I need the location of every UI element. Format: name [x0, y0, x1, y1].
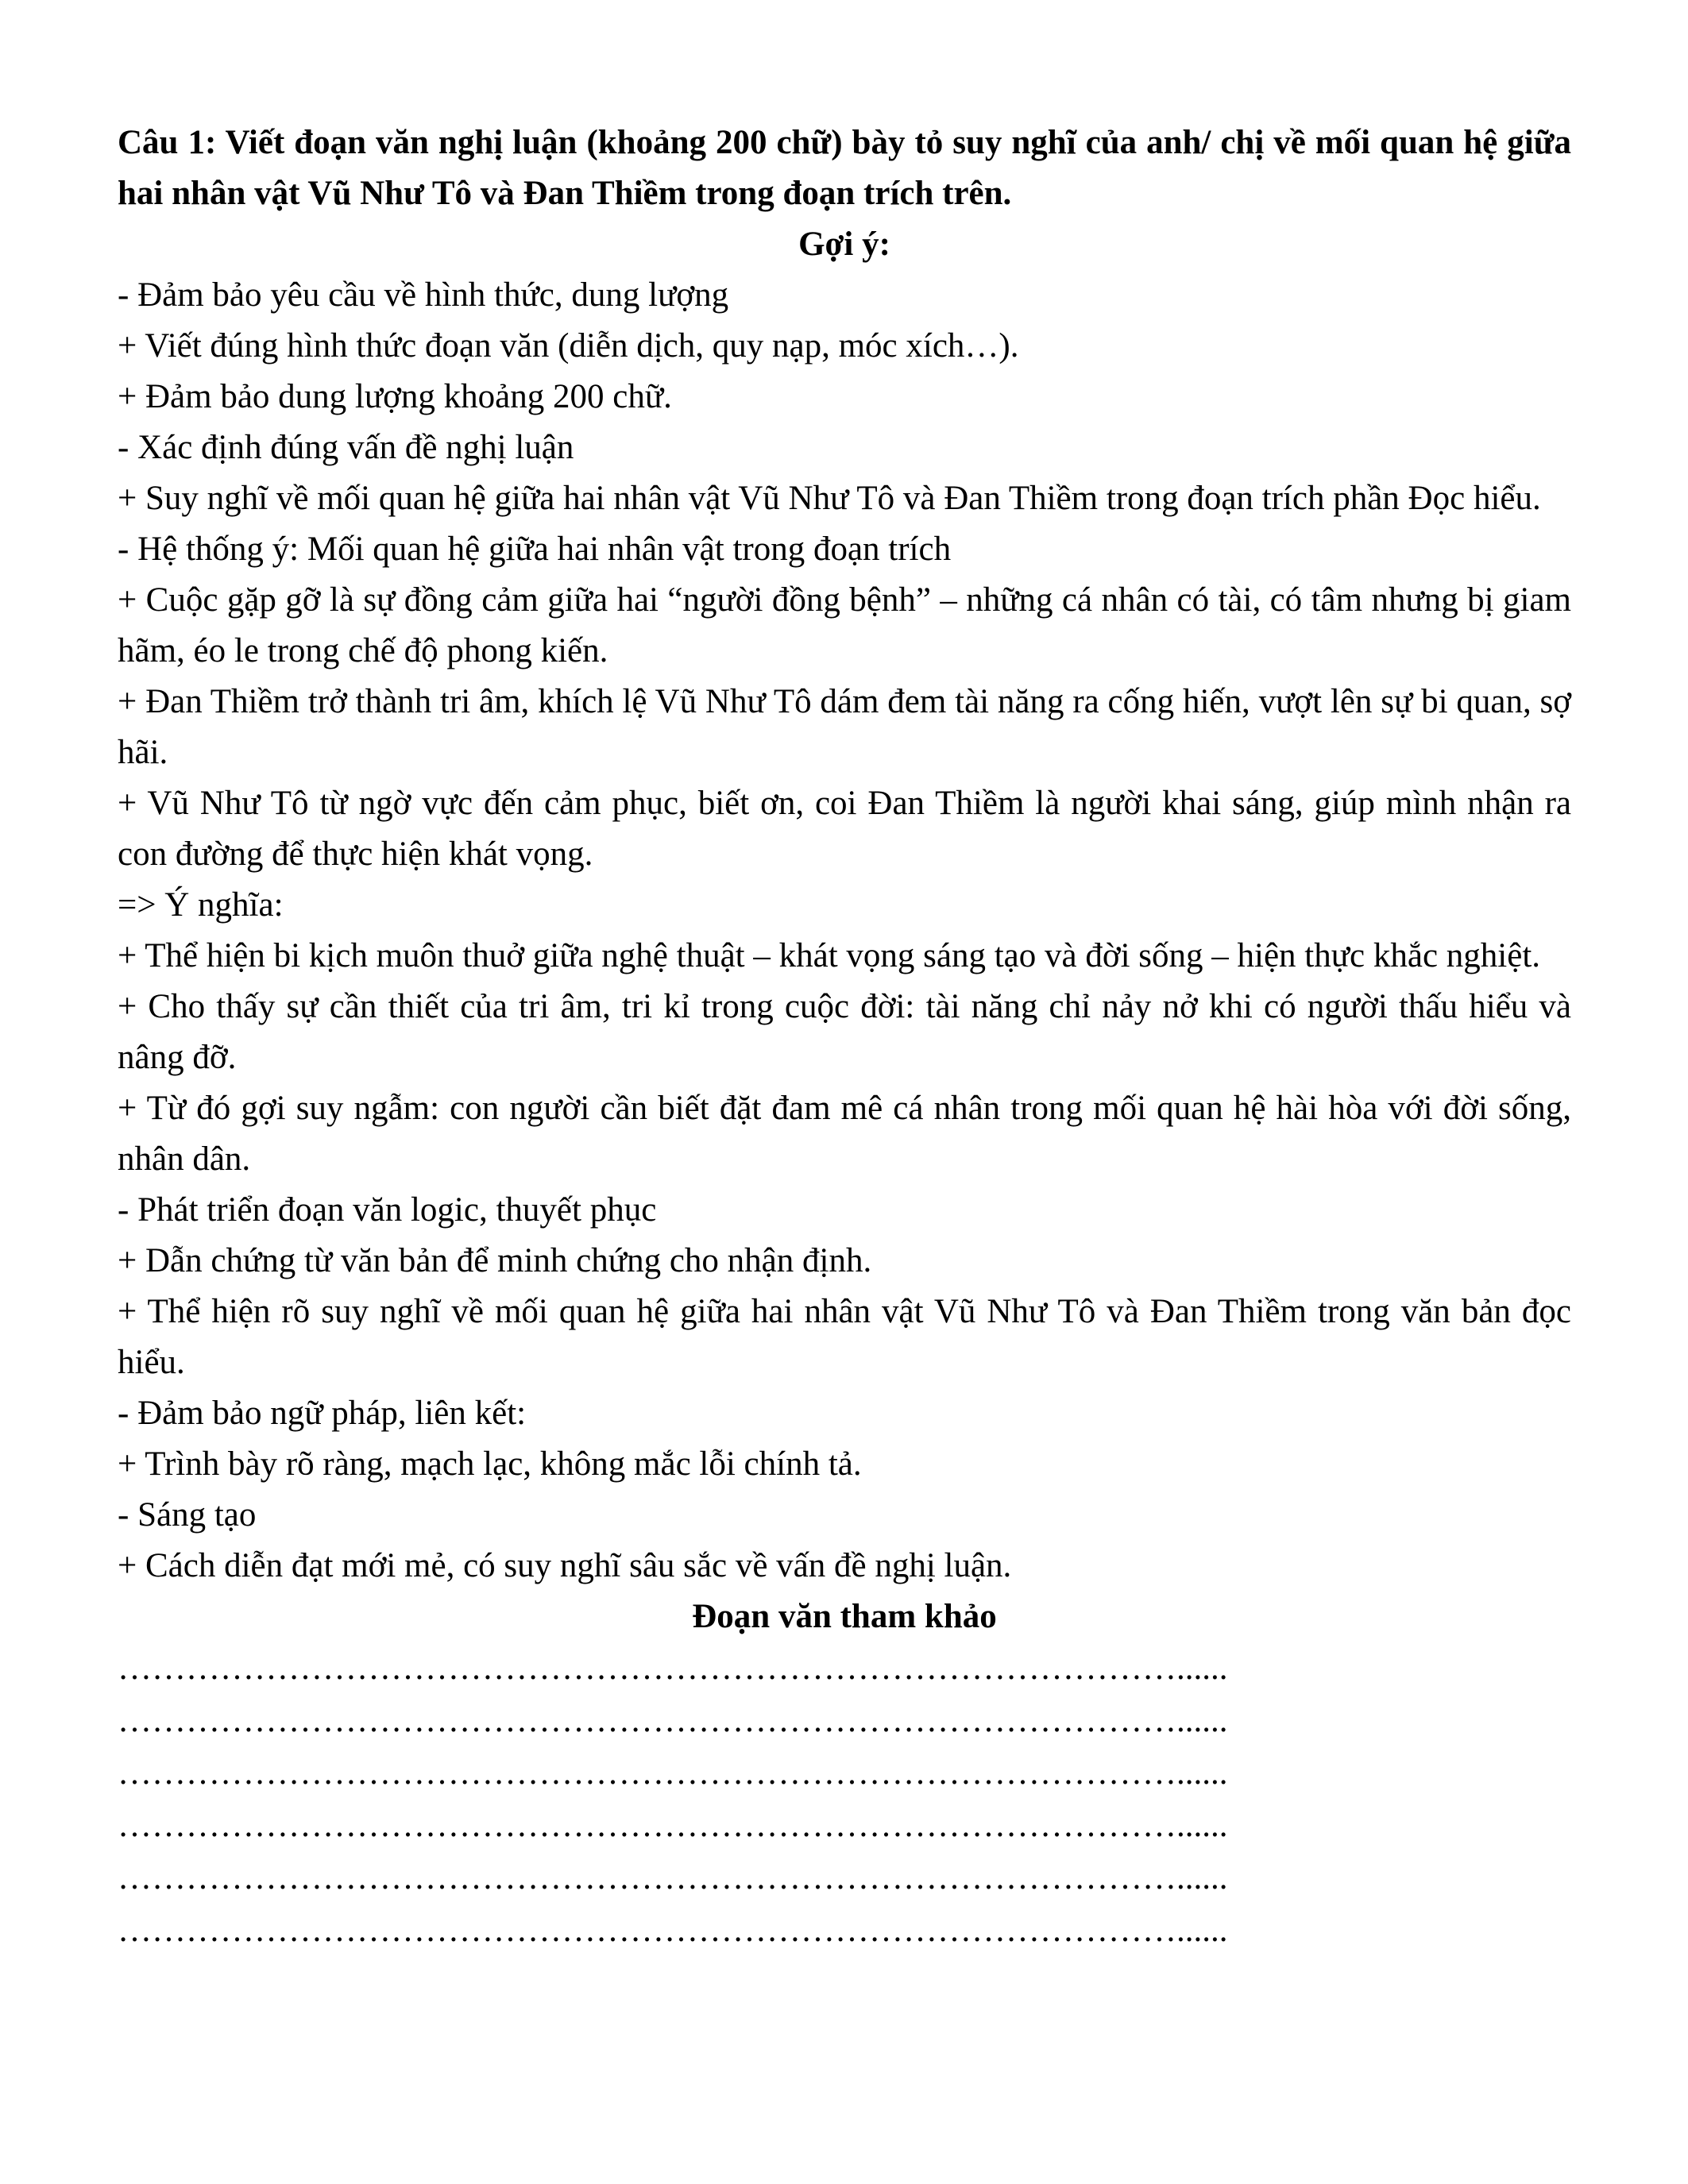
question-title: Câu 1: Viết đoạn văn nghị luận (khoảng 200 chữ) bày tỏ suy nghĩ của anh/ chị về mối quan hệ giữa hai nhân vật Vũ Như Tô và Đan Thiềm trong đoạn trích trên. — [118, 124, 1571, 212]
hint-line: + Đan Thiềm trở thành tri âm, khích lệ Vũ Như Tô dám đem tài năng ra cống hiến, vượt lên sự bi quan, sợ hãi. — [118, 683, 1571, 771]
dotted-answer-line: …………………………………………………………………………………...... — [118, 1859, 1228, 1897]
hint-line: - Sáng tạo — [118, 1496, 257, 1534]
hint-line: + Dẫn chứng từ văn bản để minh chứng cho nhận định. — [118, 1242, 872, 1279]
dotted-answer-line: …………………………………………………………………………………...... — [118, 1912, 1228, 1949]
hint-line: + Đảm bảo dung lượng khoảng 200 chữ. — [118, 378, 672, 415]
hint-line: + Cuộc gặp gỡ là sự đồng cảm giữa hai “người đồng bệnh” – những cá nhân có tài, có tâm nhưng bị giam hãm, éo le trong chế độ phong kiến. — [118, 581, 1571, 669]
document-page — [118, 118, 1571, 1957]
hint-line: + Vũ Như Tô từ ngờ vực đến cảm phục, biết ơn, coi Đan Thiềm là người khai sáng, giúp mình nhận ra con đường để thực hiện khát vọng. — [118, 785, 1571, 873]
hint-line: - Xác định đúng vấn đề nghị luận — [118, 429, 574, 466]
hint-line: + Suy nghĩ về mối quan hệ giữa hai nhân vật Vũ Như Tô và Đan Thiềm trong đoạn trích phần Đọc hiểu. — [118, 480, 1541, 517]
reference-heading: Đoạn văn tham khảo — [692, 1598, 997, 1635]
hint-line: + Thể hiện rõ suy nghĩ về mối quan hệ giữa hai nhân vật Vũ Như Tô và Đan Thiềm trong văn bản đọc hiểu. — [118, 1293, 1571, 1381]
dotted-answer-line: …………………………………………………………………………………...... — [118, 1702, 1228, 1739]
hint-line: + Trình bày rõ ràng, mạch lạc, không mắc lỗi chính tả. — [118, 1445, 862, 1483]
dotted-answer-line: …………………………………………………………………………………...... — [118, 1807, 1228, 1844]
hint-line: => Ý nghĩa: — [118, 886, 284, 924]
hint-line: + Thể hiện bi kịch muôn thuở giữa nghệ thuật – khát vọng sáng tạo và đời sống – hiện thực khắc nghiệt. — [118, 937, 1541, 974]
hint-line: - Phát triển đoạn văn logic, thuyết phục — [118, 1191, 657, 1229]
hint-line: - Đảm bảo yêu cầu về hình thức, dung lượng — [118, 276, 729, 314]
hint-line: + Cách diễn đạt mới mẻ, có suy nghĩ sâu sắc về vấn đề nghị luận. — [118, 1547, 1012, 1584]
hint-heading: Gợi ý: — [798, 226, 890, 263]
hint-line: + Cho thấy sự cần thiết của tri âm, tri kỉ trong cuộc đời: tài năng chỉ nảy nở khi có người thấu hiểu và nâng đỡ. — [118, 988, 1571, 1076]
hint-line: + Viết đúng hình thức đoạn văn (diễn dịch, quy nạp, móc xích…). — [118, 327, 1019, 365]
hint-line: - Đảm bảo ngữ pháp, liên kết: — [118, 1395, 527, 1432]
dotted-answer-line: …………………………………………………………………………………...... — [118, 1650, 1228, 1687]
dotted-answer-line: …………………………………………………………………………………...... — [118, 1754, 1228, 1792]
hint-line: + Từ đó gợi suy ngẫm: con người cần biết đặt đam mê cá nhân trong mối quan hệ hài hòa với đời sống, nhân dân. — [118, 1090, 1571, 1178]
hint-line: - Hệ thống ý: Mối quan hệ giữa hai nhân vật trong đoạn trích — [118, 531, 952, 568]
